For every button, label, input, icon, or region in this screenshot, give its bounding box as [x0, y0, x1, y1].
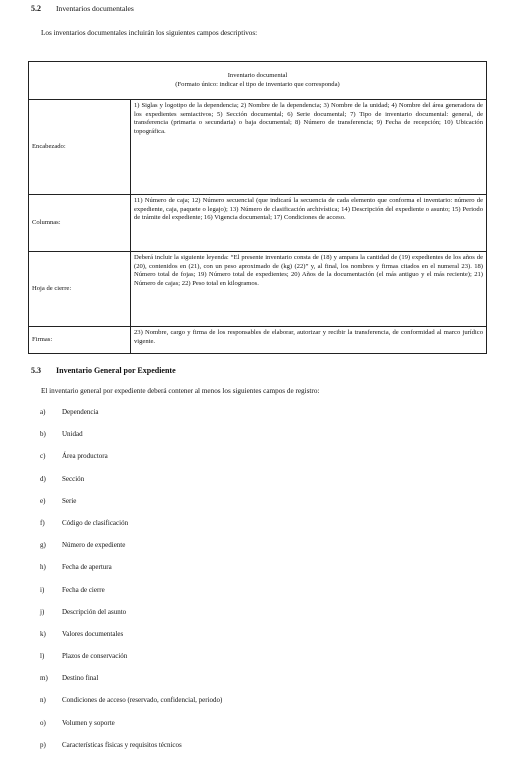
list-item — [40, 651, 222, 673]
row-text: Deberá incluir la siguiente leyenda: “El presente inventario consta de (18) y ampara la cantidad de (19) expedientes de los años de (20), contenidos en (21), con un peso aproximado de (kg) (22)” y, al final, los nombres y firmas citados en el numeral 23). 18) Número total de fojas; 19) Número total de expedientes; 20) Años de la documentación (el más antiguo y el más reciente); 21) Número de cajas; 22) Peso total en kilogramos. — [131, 252, 487, 327]
table-row — [29, 100, 487, 195]
list-item — [40, 496, 222, 518]
list-item-text: Descripción del asunto — [62, 607, 127, 616]
table-row — [29, 327, 487, 354]
list-item-text: Destino final — [62, 674, 99, 683]
table-header-row — [29, 62, 487, 100]
list-item-text: Serie — [62, 496, 77, 505]
list-item-letter: f) — [40, 518, 45, 527]
list-item — [40, 451, 222, 473]
section-52-number: 5.2 — [31, 4, 41, 13]
list-item-text: Sección — [62, 474, 85, 483]
list-item — [40, 407, 222, 429]
list-item-letter: h) — [40, 563, 46, 572]
list-item — [40, 673, 222, 695]
row-label: Firmas: — [29, 327, 131, 354]
list-item-letter: n) — [40, 696, 46, 705]
list-item-text: Valores documentales — [62, 629, 124, 638]
list-item — [40, 429, 222, 451]
table-row — [29, 252, 487, 327]
list-item — [40, 695, 222, 717]
table-row — [29, 195, 487, 252]
row-label: Hoja de cierre: — [29, 252, 131, 327]
list-item — [40, 629, 222, 651]
list-item — [40, 474, 222, 496]
table-header-cell — [29, 62, 487, 100]
table-header-title: Inventario documental — [227, 72, 288, 79]
list-item — [40, 540, 222, 562]
section-53-title: Inventario General por Expediente — [56, 366, 176, 375]
row-text: 11) Número de caja; 12) Número secuencial (que indicará la secuencia de cada elemento que conforma el inventario: número de expediente, caja, paquete o legajo); 13) Número de clasificación archivística; 14) Descripción del expediente o asunto; 15) Periodo de trámite del expediente; 16) Vigencia documental; 17) Condiciones de acceso. — [131, 195, 487, 252]
inventory-table — [28, 61, 487, 354]
list-item-text: Condiciones de acceso (reservado, confidencial, periodo) — [62, 696, 223, 705]
list-item-text: Fecha de cierre — [62, 585, 105, 594]
list-item-text: Unidad — [62, 430, 83, 439]
list-item-text: Volumen y soporte — [62, 718, 115, 727]
row-text: 1) Siglas y logotipo de la dependencia; 2) Nombre de la dependencia; 3) Nombre de la unidad; 4) Nombre del área generadora de los expedientes semiactivos; 5) Sección documental; 6) Serie documental; 7) Tipo de inventario documental: general, de transferencia (primaria o secundaria) o baja documental; 8) Número de transferencia; 9) Fecha de recepción; 10) Ubicación topográfica. — [131, 100, 487, 195]
list-item-text: Código de clasificación — [62, 518, 129, 527]
row-label: Columnas: — [29, 195, 131, 252]
list-item-letter: e) — [40, 496, 46, 505]
list-item-letter: l) — [40, 652, 45, 661]
list-item — [40, 718, 222, 740]
list-item-text: Área productora — [62, 452, 108, 461]
list-item-letter: p) — [40, 740, 46, 749]
list-item-letter: j) — [40, 607, 45, 616]
list-item-letter: c) — [40, 452, 46, 461]
section-52-title: Inventarios documentales — [56, 4, 134, 13]
list-item — [40, 585, 222, 607]
fields-list — [40, 407, 222, 762]
list-item-letter: a) — [40, 408, 46, 416]
list-item-letter: o) — [40, 718, 46, 727]
list-item — [40, 518, 222, 540]
list-item-text: Fecha de apertura — [62, 563, 112, 572]
list-item-letter: g) — [40, 541, 46, 550]
list-item-text: Plazos de conservación — [62, 652, 128, 661]
list-item-letter: k) — [40, 629, 46, 638]
list-item-letter: i) — [40, 585, 45, 594]
row-text: 23) Nombre, cargo y firma de los responsables de elaborar, autorizar y recibir la transferencia, de conformidad al marco jurídico vigente. — [131, 327, 487, 354]
list-item — [40, 562, 222, 584]
row-label: Encabezado: — [29, 100, 131, 195]
list-item-letter: m) — [40, 674, 48, 683]
list-item-letter: d) — [40, 474, 46, 483]
list-item-text: Número de expediente — [62, 541, 126, 550]
list-item — [40, 607, 222, 629]
list-item-text: Características físicas y requisitos técnicos — [62, 740, 182, 749]
list-item-text: Dependencia — [62, 408, 99, 416]
section-52-intro: Los inventarios documentales incluirán los siguientes campos descriptivos: — [41, 29, 258, 37]
list-item-letter: b) — [40, 430, 46, 439]
section-53-intro: El inventario general por expediente deberá contener al menos los siguientes campos de registro: — [41, 387, 320, 395]
table-header-subtitle: (Formato único: indicar el tipo de inventario que corresponda) — [175, 80, 340, 88]
section-53-number: 5.3 — [31, 366, 41, 375]
list-item — [40, 740, 222, 762]
